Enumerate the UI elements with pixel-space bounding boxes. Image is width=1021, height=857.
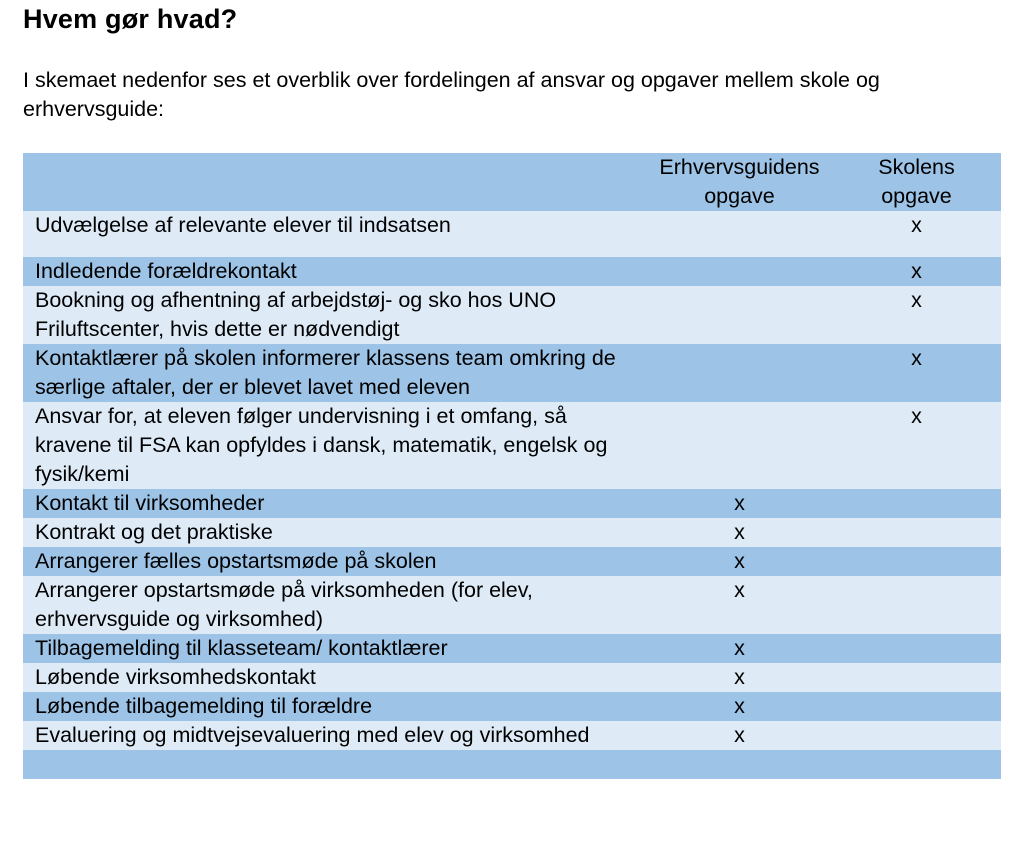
table-row (23, 634, 1001, 663)
task-cell: Kontakt til virksomheder (35, 491, 265, 515)
task-cell: Ansvar for, at eleven følger undervisning i et omfang, så kravene til FSA kan opfyldes i dansk, matematik, engelsk og fysik/kemi (35, 404, 608, 486)
task-cell: Arrangerer fælles opstartsmøde på skolen (35, 549, 437, 573)
guide-mark: x (734, 723, 745, 747)
school-mark (832, 576, 1001, 634)
guide-mark (647, 257, 832, 286)
guide-mark: x (734, 636, 745, 660)
school-mark (832, 634, 1001, 663)
task-cell: Indledende forældrekontakt (35, 259, 297, 283)
intro-paragraph: I skemaet nedenfor ses et overblik over fordelingen af ansvar og opgaver mellem skole og erhvervsguide: (23, 68, 880, 121)
guide-mark: x (734, 665, 745, 689)
table-row (23, 663, 1001, 692)
responsibility-table (23, 153, 1001, 779)
task-cell: Bookning og afhentning af arbejdstøj- og sko hos UNO Friluftscenter, hvis dette er nødvendigt (35, 288, 557, 341)
table-header-row (23, 153, 1001, 211)
school-mark: x (911, 213, 922, 237)
table-row (23, 489, 1001, 518)
table-row (23, 286, 1001, 344)
guide-mark (647, 750, 832, 779)
task-cell: Tilbagemelding til klasseteam/ kontaktlærer (35, 636, 448, 660)
guide-mark: x (734, 549, 745, 573)
table-row (23, 518, 1001, 547)
school-mark: x (911, 288, 922, 312)
table-row (23, 692, 1001, 721)
school-mark (832, 489, 1001, 518)
header-guide: Erhvervsguidens opgave (659, 155, 820, 208)
task-cell: Arrangerer opstartsmøde på virksomheden (for elev, erhvervsguide og virksomhed) (35, 578, 533, 631)
guide-mark (647, 402, 832, 489)
school-mark: x (911, 346, 922, 370)
table-row (23, 721, 1001, 750)
school-mark: x (911, 259, 922, 283)
guide-mark: x (734, 578, 745, 602)
task-cell: Kontaktlærer på skolen informerer klassens team omkring de særlige aftaler, der er blevet lavet med eleven (35, 346, 616, 399)
table-row (23, 547, 1001, 576)
guide-mark (647, 211, 832, 257)
guide-mark (647, 344, 832, 402)
guide-mark (647, 286, 832, 344)
table-row (23, 257, 1001, 286)
guide-mark: x (734, 520, 745, 544)
task-cell (23, 750, 647, 779)
school-mark (832, 518, 1001, 547)
school-mark (832, 547, 1001, 576)
school-mark: x (911, 404, 922, 428)
school-mark (832, 721, 1001, 750)
header-task (23, 153, 647, 211)
guide-mark: x (734, 491, 745, 515)
school-mark (832, 750, 1001, 779)
guide-mark: x (734, 694, 745, 718)
page-title: Hvem gør hvad? (23, 4, 238, 34)
header-school: Skolens opgave (878, 155, 955, 208)
task-cell: Kontrakt og det praktiske (35, 520, 273, 544)
task-cell: Udvælgelse af relevante elever til indsatsen (35, 213, 451, 237)
school-mark (832, 692, 1001, 721)
table-row (23, 211, 1001, 257)
table-row (23, 344, 1001, 402)
task-cell: Løbende tilbagemelding til forældre (35, 694, 373, 718)
table-row (23, 576, 1001, 634)
table-row (23, 402, 1001, 489)
task-cell: Løbende virksomhedskontakt (35, 665, 316, 689)
table-row-empty (23, 750, 1001, 779)
task-cell: Evaluering og midtvejsevaluering med elev og virksomhed (35, 723, 590, 747)
school-mark (832, 663, 1001, 692)
